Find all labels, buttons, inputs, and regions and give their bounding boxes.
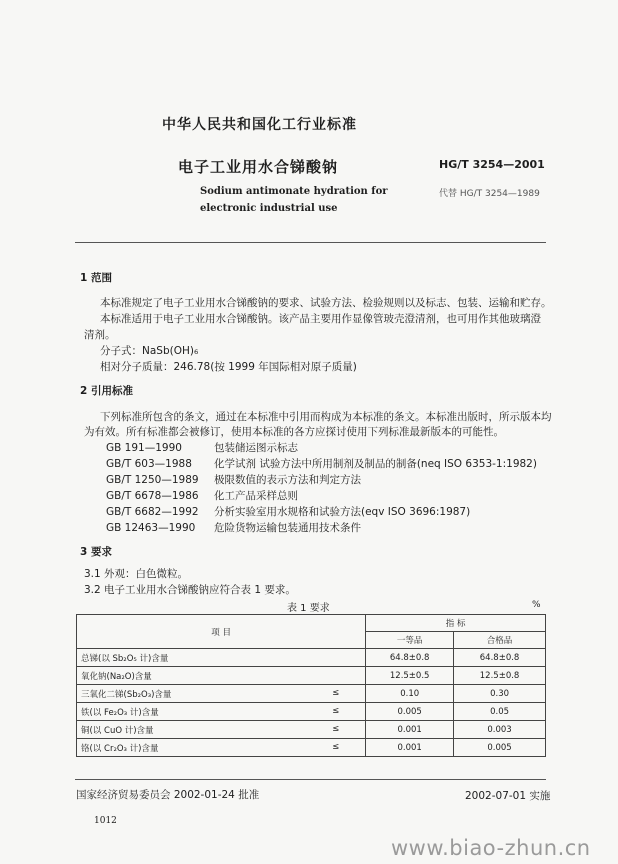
reference-title: 化工产品采样总则: [214, 490, 298, 502]
row-item: [77, 739, 366, 757]
row-sign: ≤: [332, 741, 340, 752]
row-item: [77, 649, 366, 667]
reference-code: GB/T 6682—1992: [106, 506, 199, 518]
reference-code: GB 191—1990: [106, 442, 182, 454]
header-qualified: 合格品: [454, 632, 546, 649]
reference-title: 化学试剂 试验方法中所用制剂及制品的制备(neq ISO 6353-1:1982): [214, 458, 537, 470]
molecular-mass: 相对分子质量：246.78(按 1999 年国际相对原子质量): [100, 361, 357, 373]
row-qualified: 0.003: [454, 721, 546, 739]
table-header-row: [77, 615, 546, 632]
row-item-label: 氧化钠(Na₂O)含量: [81, 671, 152, 682]
table-row: [77, 685, 546, 703]
english-title-line1: Sodium antimonate hydration for: [200, 186, 388, 197]
requirement-3-2: 3.2 电子工业用水合锑酸钠应符合表 1 要求。: [84, 584, 296, 596]
approval-note: 国家经济贸易委员会 2002-01-24 批准: [76, 789, 260, 801]
table-row: [77, 739, 546, 757]
reference-title: 危险货物运输包装通用技术条件: [214, 522, 361, 534]
reference-item: [106, 440, 298, 455]
requirement-3-1: 3.1 外观：白色微粒。: [84, 568, 189, 580]
section-1-para-1: 本标准规定了电子工业用水合锑酸钠的要求、试验方法、检验规则以及标志、包装、运输和贮存。: [100, 297, 552, 309]
reference-title: 分析实验室用水规格和试验方法(eqv ISO 3696:1987): [214, 506, 471, 518]
table-row: [77, 649, 546, 667]
reference-item: [106, 504, 470, 519]
header-item: 项 目: [77, 615, 366, 649]
row-qualified: 0.30: [454, 685, 546, 703]
section-1-heading: 1 范围: [80, 272, 112, 284]
table-row: [77, 667, 546, 685]
reference-item: [106, 472, 361, 487]
section-3-heading: 3 要求: [80, 546, 112, 558]
row-first: 0.001: [366, 739, 454, 757]
row-sign: ≤: [332, 687, 340, 698]
standard-number: HG/T 3254—2001: [439, 158, 545, 171]
row-qualified: 0.05: [454, 703, 546, 721]
row-sign: ≤: [332, 723, 340, 734]
row-first: 0.001: [366, 721, 454, 739]
english-title-line2: electronic industrial use: [200, 203, 338, 214]
row-first: 0.005: [366, 703, 454, 721]
reference-title: 包装储运图示标志: [214, 442, 298, 454]
molecular-formula: 分子式：NaSb(OH)₆: [100, 345, 199, 357]
section-1-para-2-cont: 清剂。: [84, 329, 116, 341]
watermark: www.biao-zhun.cn: [391, 836, 591, 860]
reference-code: GB/T 1250—1989: [106, 474, 199, 486]
reference-title: 极限数值的表示方法和判定方法: [214, 474, 361, 486]
row-item-label: 铜(以 CuO 计)含量: [81, 725, 154, 736]
row-first: 12.5±0.5: [366, 667, 454, 685]
reference-item: [106, 456, 537, 471]
issuer-line: 中华人民共和国化工行业标准: [162, 117, 357, 133]
row-qualified: 0.005: [454, 739, 546, 757]
row-item: [77, 667, 366, 685]
row-first: 0.10: [366, 685, 454, 703]
row-qualified: 12.5±0.8: [454, 667, 546, 685]
header-divider: [75, 242, 546, 243]
section-2-para-2: 为有效。所有标准都会被修订，使用本标准的各方应探讨使用下列标准最新版本的可能性。: [84, 426, 504, 438]
row-item: [77, 685, 366, 703]
header-index: 指 标: [366, 615, 546, 632]
replaces-note: 代替 HG/T 3254—1989: [439, 189, 540, 199]
reference-item: [106, 488, 298, 503]
document-title: 电子工业用水合锑酸钠: [178, 158, 339, 176]
row-item-label: 三氧化二锑(Sb₂O₃)含量: [81, 689, 172, 700]
requirements-table: [76, 614, 546, 757]
section-2-para-1: 下列标准所包含的条文，通过在本标准中引用而构成为本标准的条文。本标准出版时，所示版本均: [100, 411, 552, 423]
reference-item: [106, 520, 361, 535]
reference-code: GB/T 603—1988: [106, 458, 192, 470]
row-item: [77, 703, 366, 721]
implementation-date: 2002-07-01 实施: [465, 790, 551, 802]
row-item-label: 总锑(以 Sb₂O₅ 计)含量: [81, 653, 169, 664]
row-item-label: 铁(以 Fe₂O₃ 计)含量: [81, 707, 159, 718]
row-item-label: 铬(以 Cr₂O₃ 计)含量: [81, 743, 159, 754]
header-first-grade: 一等品: [366, 632, 454, 649]
row-item: [77, 721, 366, 739]
footer-divider: [75, 779, 546, 780]
row-sign: ≤: [332, 705, 340, 716]
reference-code: GB/T 6678—1986: [106, 490, 199, 502]
table-caption: 表 1 要求: [287, 603, 330, 614]
table-row: [77, 721, 546, 739]
page-number: 1012: [94, 816, 117, 826]
reference-code: GB 12463—1990: [106, 522, 196, 534]
row-first: 64.8±0.8: [366, 649, 454, 667]
table-row: [77, 703, 546, 721]
section-2-heading: 2 引用标准: [80, 385, 133, 397]
row-qualified: 64.8±0.8: [454, 649, 546, 667]
section-1-para-2: 本标准适用于电子工业用水合锑酸钠。该产品主要用作显像管玻壳澄清剂，也可用作其他玻璃澄: [100, 313, 541, 325]
table-unit: %: [532, 600, 541, 610]
